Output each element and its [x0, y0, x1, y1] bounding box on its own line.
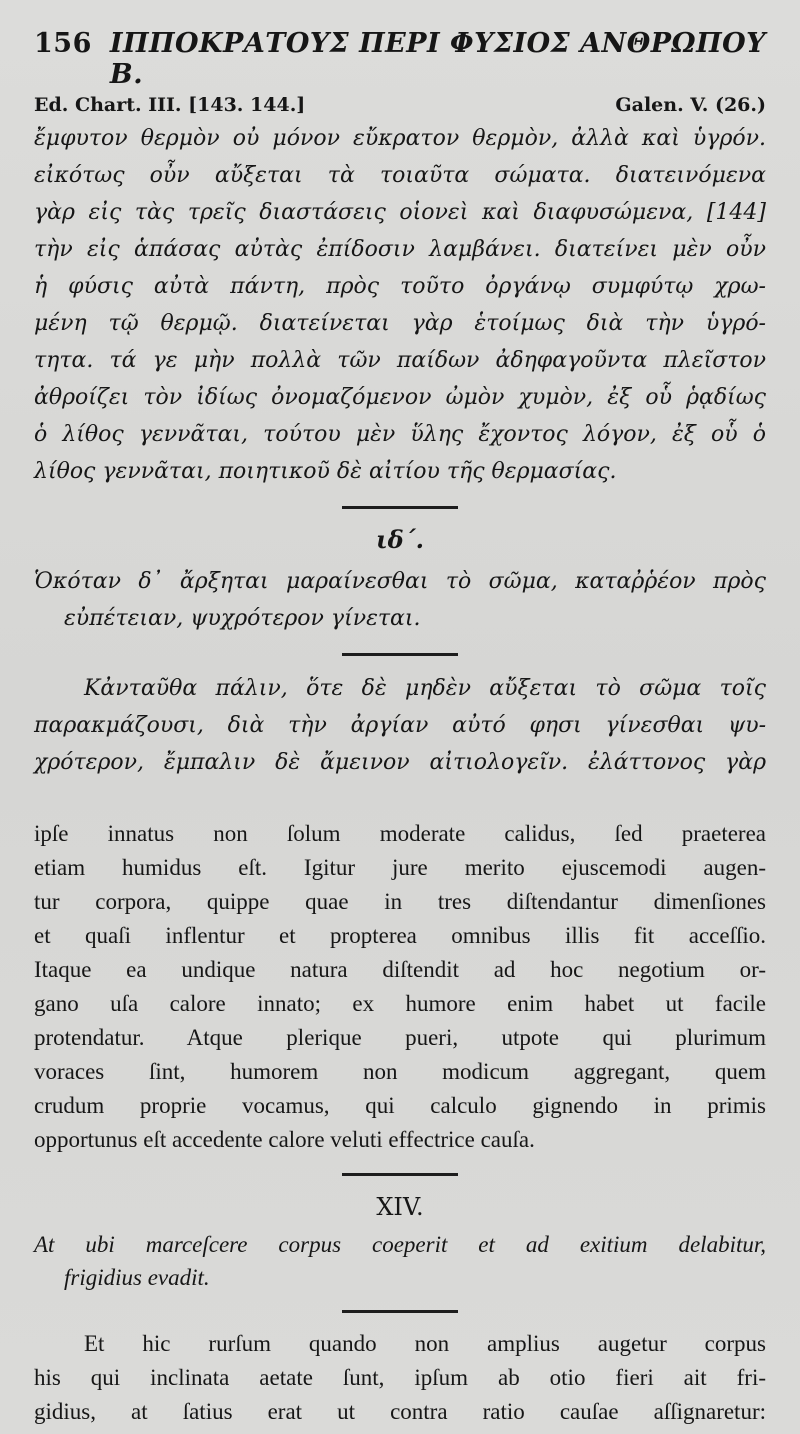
running-title: ΙΠΠΟΚΡΑΤΟΥΣ ΠΕΡΙ ΦΥΣΙΟΣ ΑΝΘΡΩΠΟΥ Β.: [109, 28, 766, 90]
section-divider: [342, 506, 458, 509]
latin-commentary-2: [34, 1327, 766, 1429]
text-line: εἰκότως οὖν αὔξεται τὰ τοιαῦτα σώματα. διατεινόμενα: [34, 163, 766, 188]
section-divider: [342, 1173, 458, 1176]
text-line: χρότερον, ἔμπαλιν δὲ ἄμεινον αἰτιολογεῖν. ἐλάττονος γὰρ: [34, 750, 766, 775]
text-line: Ὁκόταν δ᾽ ἄρξηται μαραίνεσθαι τὸ σῶμα, καταῤῥέον πρὸς: [34, 569, 766, 594]
page-number: 156: [34, 28, 92, 59]
text-line: παρακμάζουσι, διὰ τὴν ἀργίαν αὐτό φησι γίνεσθαι ψυ-: [34, 713, 766, 738]
text-line: frigidius evadit.: [64, 1265, 210, 1290]
text-line: τὴν εἰς ἁπάσας αὐτὰς ἐπίδοσιν λαμβάνει. διατείνει μὲν οὖν: [34, 237, 766, 262]
text-line: etiam humidus eſt. Igitur jure merito ejuscemodi augen-: [34, 855, 766, 880]
text-line: ipſe innatus non ſolum moderate calidus, ſed praeterea: [34, 821, 766, 846]
text-line: voraces ſint, humorem non modicum aggregant, quem: [34, 1059, 766, 1084]
text-line: tur corpora, quippe quae in tres diſtendantur dimenſiones: [34, 889, 766, 914]
edition-reference-left: Ed. Chart. III. [143. 144.]: [34, 94, 306, 116]
greek-section-number: ιδ΄.: [376, 525, 424, 554]
column-gap: [34, 781, 766, 817]
latin-section-number: XIV.: [376, 1193, 424, 1221]
edition-reference-row: [34, 94, 766, 116]
text-line: his qui inclinata aetate ſunt, ipſum ab otio fieri ait fri-: [34, 1365, 766, 1390]
running-header: [34, 28, 766, 90]
text-line: Et hic rurſum quando non amplius augetur corpus: [84, 1331, 766, 1356]
text-line: λίθος γεννᾶται, ποιητικοῦ δὲ αἰτίου τῆς θερμασίας.: [34, 459, 617, 484]
text-line: τητα. τά γε μὴν πολλὰ τῶν παίδων ἀδηφαγοῦντα πλεῖστον: [34, 348, 766, 373]
text-line: et quaſi inflentur et propterea omnibus illis fit acceſſio.: [34, 923, 766, 948]
latin-commentary-1: [34, 817, 766, 1157]
text-line: ὁ λίθος γεννᾶται, τούτου μὲν ὕλης ἔχοντος λόγον, ἐξ οὗ ὁ: [34, 422, 766, 447]
text-line: ἀθροίζει τὸν ἰδίως ὀνομαζόμενον ὠμὸν χυμὸν, ἐξ οὗ ῥᾳδίως: [34, 385, 766, 410]
section-divider: [342, 1310, 458, 1313]
edition-reference-right: Galen. V. (26.): [615, 94, 766, 116]
latin-aphorism: [34, 1228, 766, 1294]
text-line: μένη τῷ θερμῷ. διατείνεται γὰρ ἑτοίμως διὰ τὴν ὑγρό-: [34, 311, 766, 336]
text-line: gano uſa calore innato; ex humore enim habet ut facile: [34, 991, 766, 1016]
text-line: εὐπέτειαν, ψυχρότερον γίνεται.: [64, 606, 421, 631]
text-line: gidius, at ſatius erat ut contra ratio cauſae aſſignaretur:: [34, 1399, 766, 1424]
text-line: protendatur. Atque plerique pueri, utpote qui plurimum: [34, 1025, 766, 1050]
greek-aphorism: [34, 563, 766, 637]
greek-commentary-2: [34, 670, 766, 781]
text-line: ἔμφυτον θερμὸν οὐ μόνον εὔκρατον θερμὸν, ἀλλὰ καὶ ὑγρόν.: [34, 126, 766, 151]
text-line: Κἀνταῦθα πάλιν, ὅτε δὲ μηδὲν αὔξεται τὸ σῶμα τοῖς: [84, 676, 766, 701]
greek-commentary-1: [34, 120, 766, 490]
text-line: At ubi marceſcere corpus coeperit et ad exitium delabitur,: [34, 1232, 766, 1257]
text-line: ἡ φύσις αὐτὰ πάντη, πρὸς τοῦτο ὀργάνῳ συμφύτῳ χρω-: [34, 274, 766, 299]
text-line: crudum proprie vocamus, qui calculo gignendo in primis: [34, 1093, 766, 1118]
text-line: opportunus eſt accedente calore veluti effectrice cauſa.: [34, 1127, 535, 1152]
text-line: γὰρ εἰς τὰς τρεῖς διαστάσεις οἱονεὶ καὶ διαφυσώμενα, [144]: [34, 200, 766, 225]
text-line: Itaque ea undique natura diſtendit ad hoc negotium or-: [34, 957, 766, 982]
section-divider: [342, 653, 458, 656]
